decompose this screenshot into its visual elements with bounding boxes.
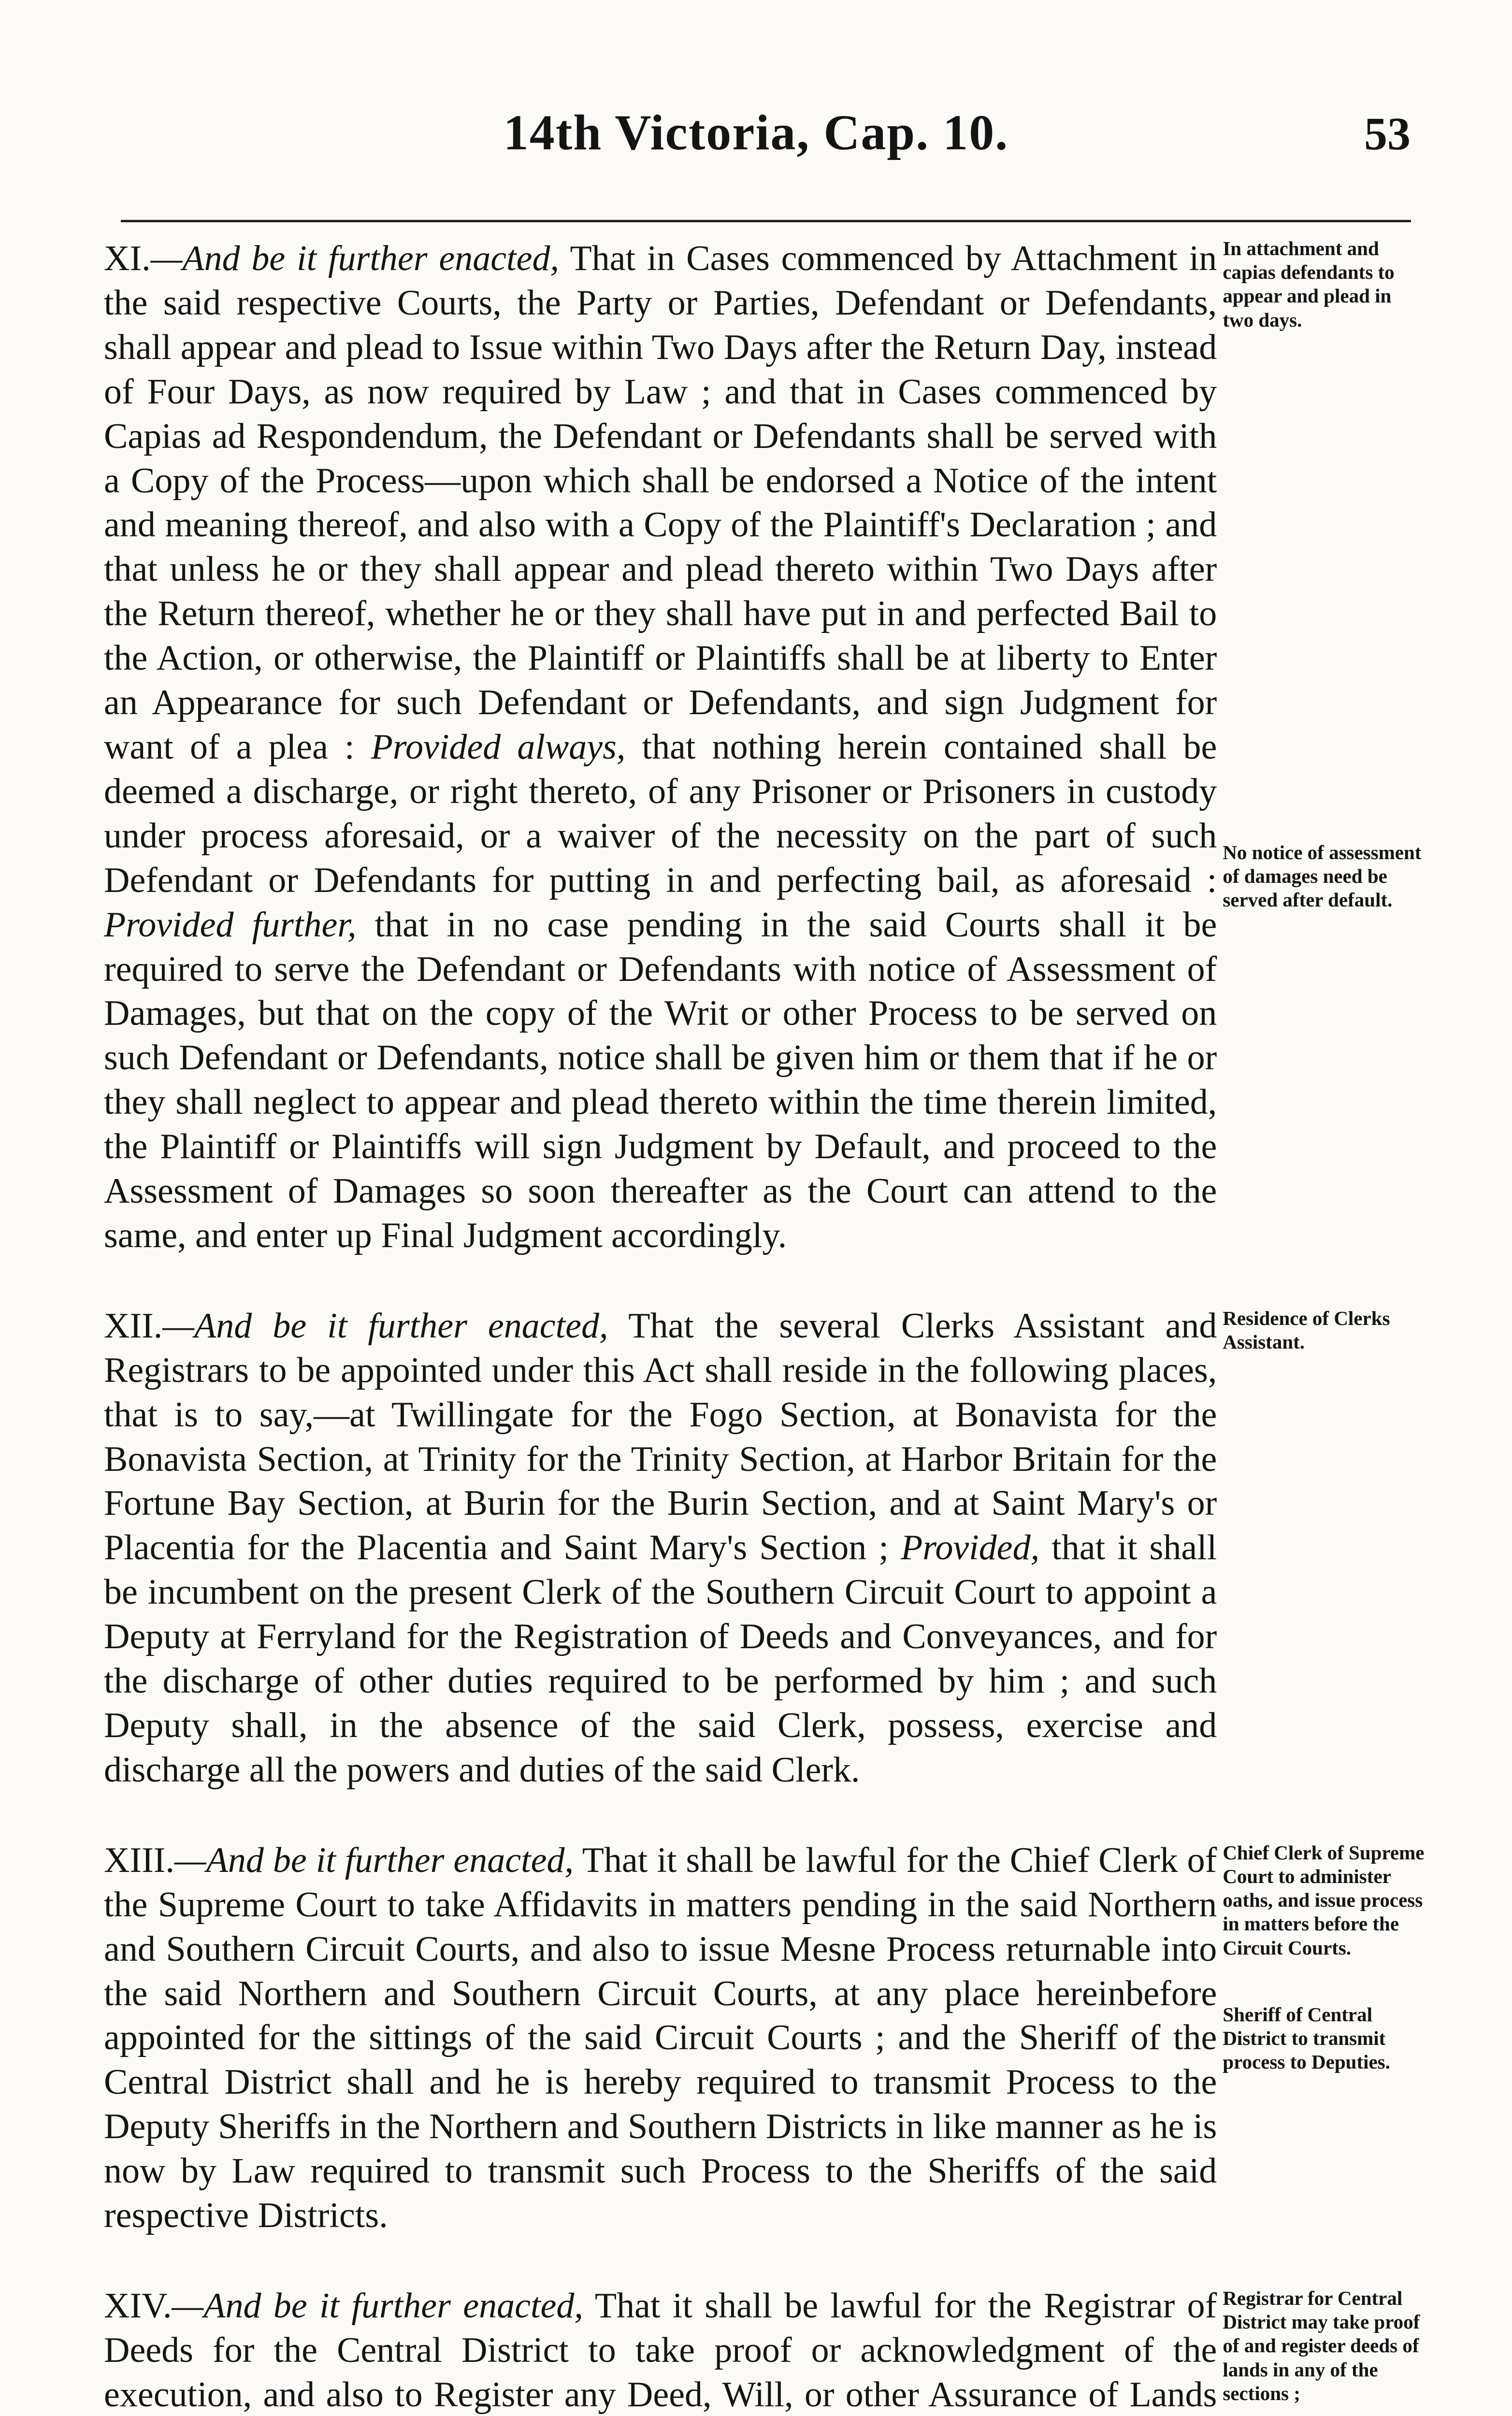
proviso: Provided always, (371, 727, 626, 767)
margin-note: No notice of assessment of damages need be served after default. (1223, 841, 1422, 911)
margin-notes (1223, 237, 1430, 1258)
margin-note: In attachment and capias defendants to appear and plead in two days. (1223, 237, 1395, 331)
margin-note: Sheriff of Central District to transmit process to Deputies. (1223, 2003, 1390, 2073)
margin-note: Chief Clerk of Supreme Court to administer oaths, and issue process in matters before the Circuit Courts. (1223, 1841, 1425, 1959)
section-number: XII. (104, 1306, 163, 1346)
enacting-clause: —And be it further enacted, (172, 2286, 583, 2326)
margin-notes (1223, 1839, 1430, 2238)
section-xi (104, 237, 1430, 1258)
running-title: 14th Victoria, Cap. 10. (503, 105, 1009, 160)
statute-body (104, 237, 1430, 2416)
section-xi-text: XI.—And be it further enacted, That in Cases commenced by Attachment in the said respective Courts, the Party or Parties, Defendant or Defendants, shall appear and plead to Issue within Two Days after the Return Day, instead of Four Days, as now required by Law ; and that in Cases commenced by Capias ad Respondendum, the Defendant or Defendants shall be served with a Copy of the Process—upon which shall be endorsed a Notice of the intent and meaning thereof, and also with a Copy of the Plaintiff's Declaration ; and that unless he or they shall appear and plead thereto within Two Days after the Return thereof, whether he or they shall have put in and perfected Bail to the Action, or otherwise, the Plaintiff or Plaintiffs shall be at liberty to Enter an Appearance for such Defendant or Defendants, and sign Judgment for want of a plea : Provided always, that nothing herein contained shall be deemed a discharge, or right thereto, of any Prisoner or Prisoners in custody under process aforesaid, or a waiver of the necessity on the part of such Defendant or Defendants for putting in and perfecting bail, as aforesaid : Provided further, that in no case pending in the said Courts shall it be required to serve the Defendant or Defendants with notice of Assessment of Damages, but that on the copy of the Writ or other Process to be served on such Defendant or Defendants, notice shall be given him or them that if he or they shall neglect to appear and plead thereto within the time therein limited, the Plaintiff or Plaintiffs will sign Judgment by Default, and proceed to the Assessment of Damages so soon thereafter as the Court can attend to the same, and enter up Final Judgment accordingly. (104, 239, 1217, 1255)
page-number: 53 (1364, 108, 1411, 159)
margin-note: Residence of Clerks Assistant. (1223, 1307, 1390, 1353)
page-header (0, 104, 1512, 205)
margin-note: Registrar for Central District may take proof of and register deeds of lands in any of the sections ; (1223, 2287, 1420, 2404)
section-number: XIV. (104, 2286, 172, 2326)
section-xiii-text: XIII.—And be it further enacted, That it shall be lawful for the Chief Clerk of the Supreme Court to take Affidavits in matters pending in the said Northern and Southern Circuit Courts, and also to issue Mesne Process returnable into the said Northern and Southern Circuit Courts, at any place hereinbefore appointed for the sittings of the said Circuit Courts ; and the Sheriff of the Central District shall and he is hereby required to transmit Process to the Deputy Sheriffs in the Northern and Southern Districts in like manner as he is now by Law required to transmit such Process to the Sheriffs of the said respective Districts. (104, 1840, 1217, 2236)
section-xiv-text: XIV.—And be it further enacted, That it shall be lawful for the Registrar of Deeds for the Central District to take proof or acknowledgment of the execution, and also to Register any Deed, Will, or other Assurance of Lands (104, 2286, 1217, 2415)
enacting-clause: —And be it further enacted, (174, 1840, 574, 1880)
section-xii-text: XII.—And be it further enacted, That the several Clerks Assistant and Registrars to be appointed under this Act shall reside in the following places, that is to say,—at Twillingate for the Fogo Section, at Bonavista for the Bonavista Section, at Trinity for the Trinity Section, at Harbor Britain for the Fortune Bay Section, at Burin for the Burin Section, and at Saint Mary's or Placentia for the Placentia and Saint Mary's Section ; Provided, that it shall be incumbent on the present Clerk of the Southern Circuit Court to appoint a Deputy at Ferryland for the Registration of Deeds and Conveyances, and for the discharge of other duties required to be performed by him ; and such Deputy shall, in the absence of the said Clerk, possess, exercise and discharge all the powers and duties of the said Clerk. (104, 1306, 1217, 1790)
proviso: Provided, (901, 1528, 1040, 1568)
section-number: XI. (104, 239, 151, 278)
enacting-clause: —And be it further enacted, (162, 1306, 608, 1346)
header-rule (121, 220, 1411, 222)
margin-notes (1223, 2284, 1430, 2416)
margin-notes (1223, 1304, 1430, 1793)
section-number: XIII. (104, 1840, 174, 1880)
section-xiii (104, 1839, 1430, 2238)
enacting-clause: —And be it further enacted, (150, 239, 559, 278)
section-xiv (104, 2284, 1430, 2416)
proviso: Provided further, (104, 905, 357, 945)
section-xii (104, 1304, 1430, 1793)
